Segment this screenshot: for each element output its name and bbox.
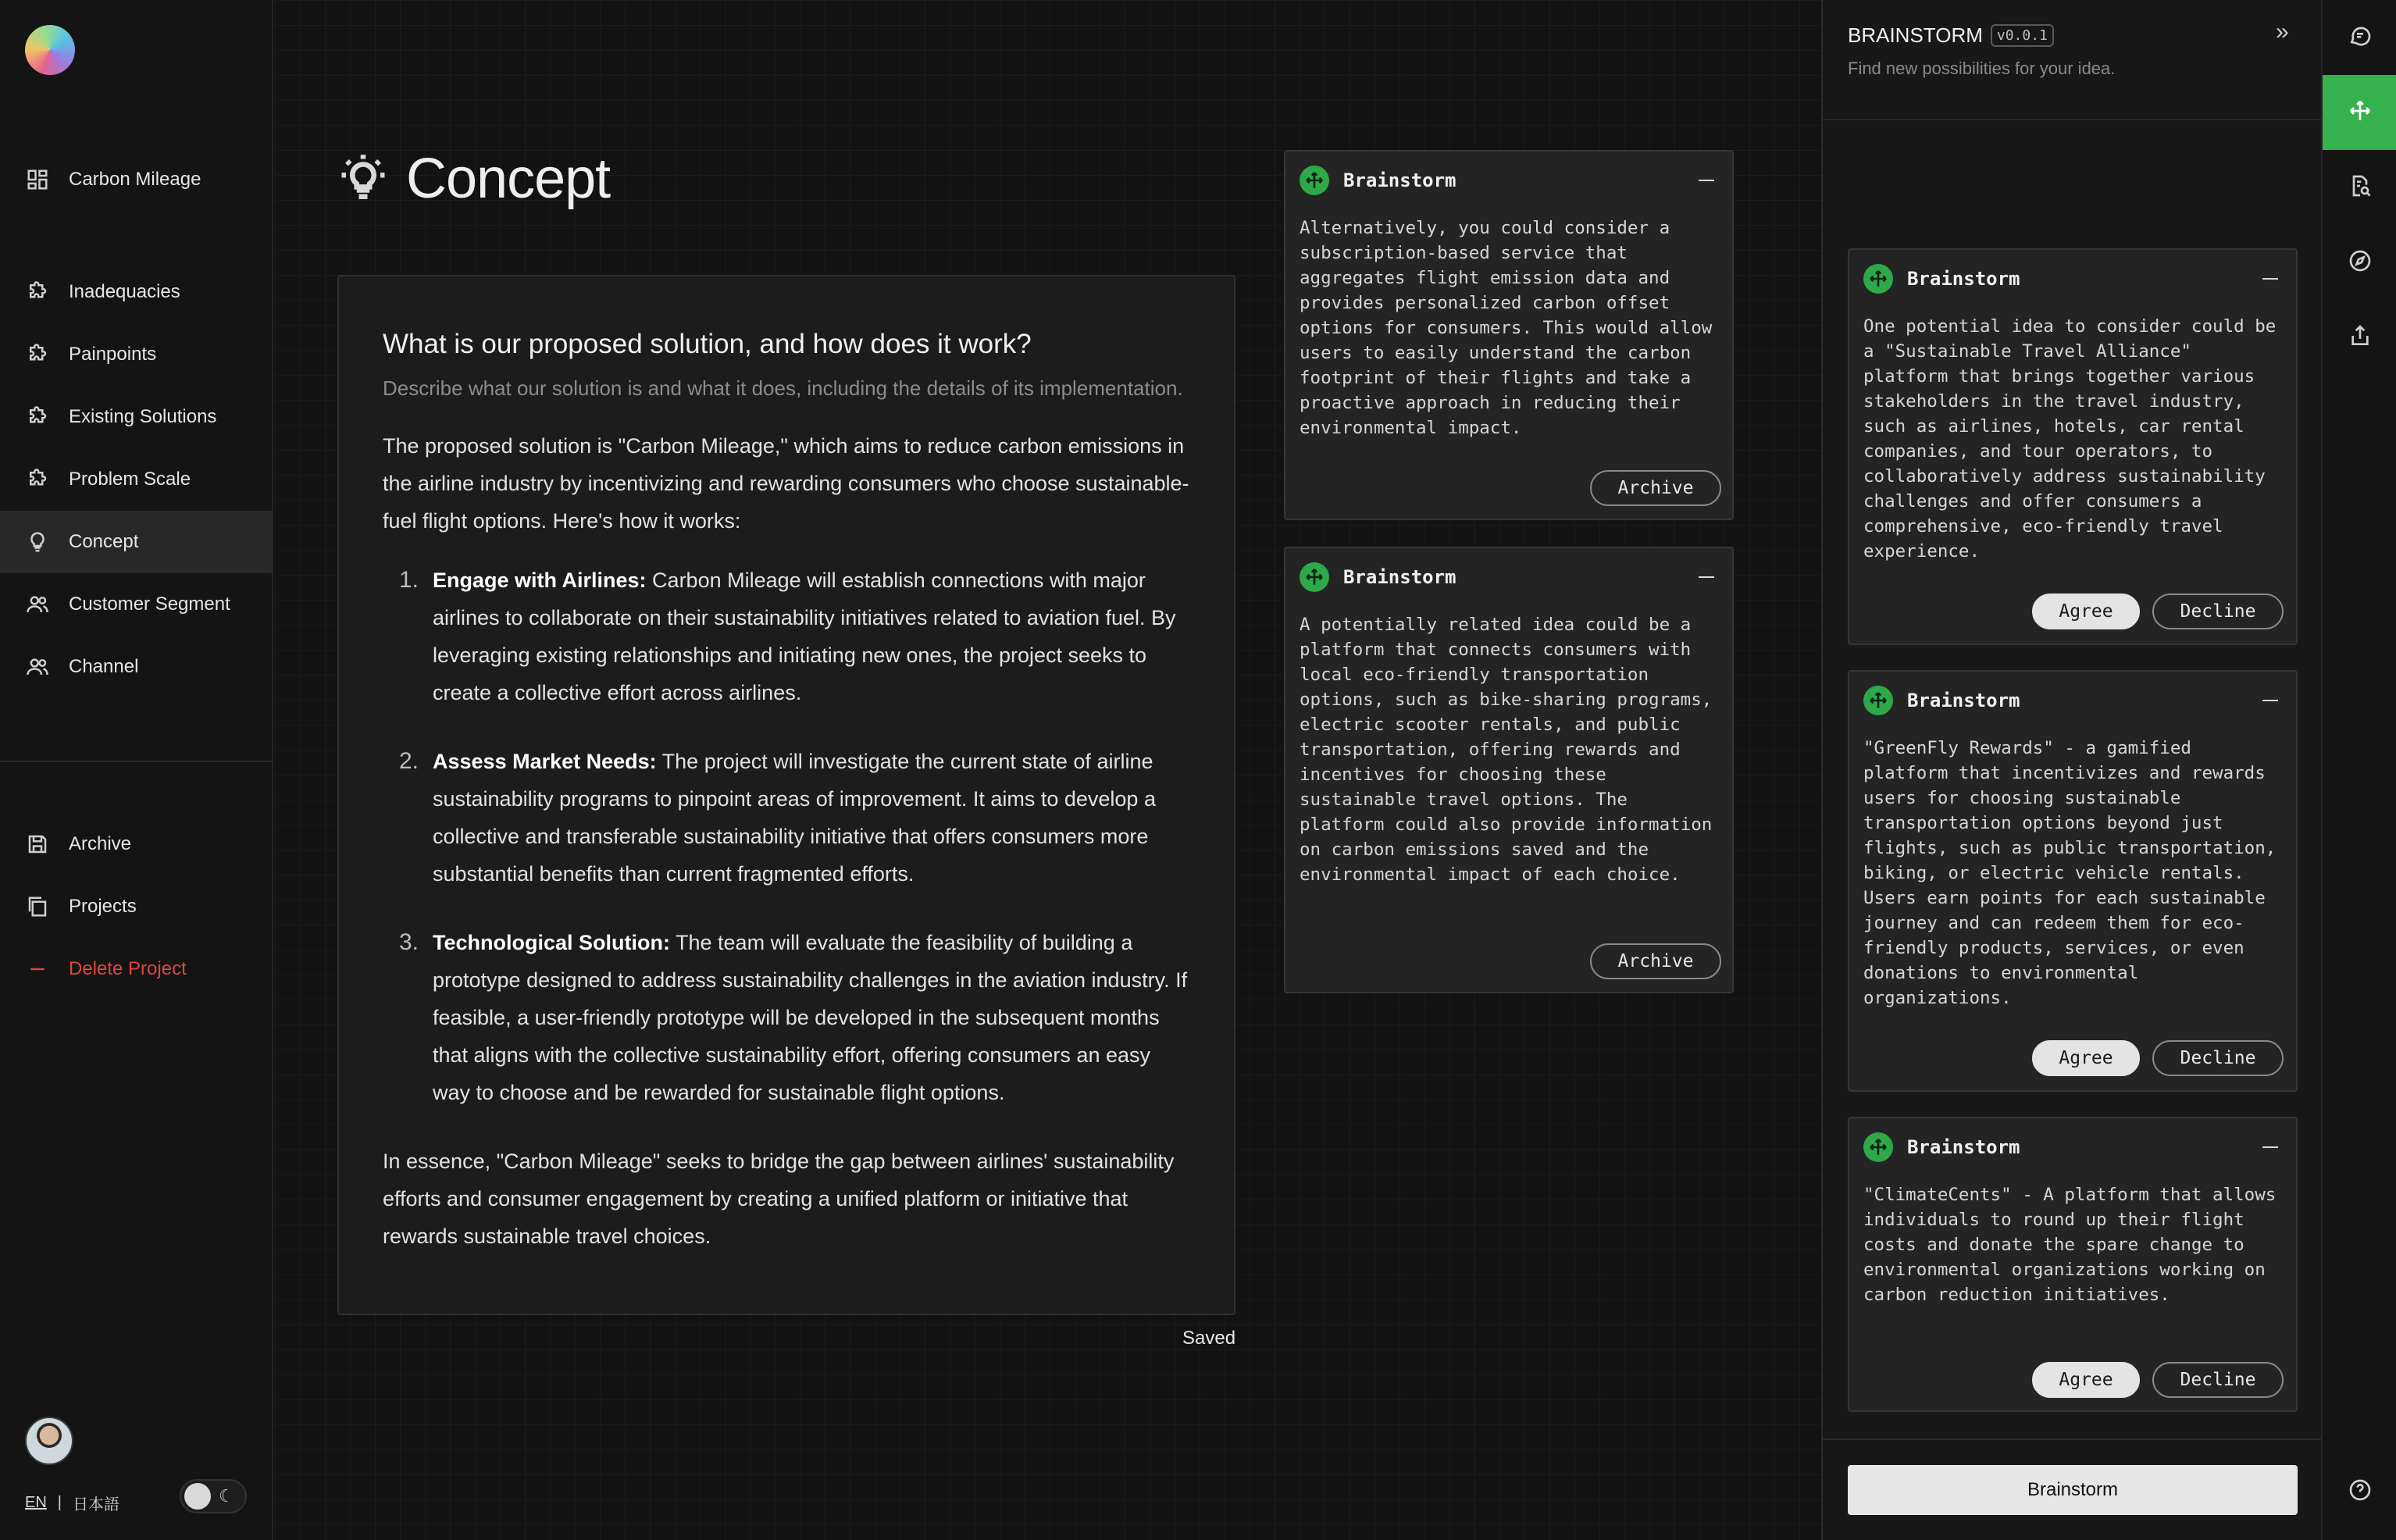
brainstorm-panel	[1821, 0, 2321, 1540]
sidebar-item-label: Problem Scale	[69, 469, 191, 490]
step-text: Carbon Mileage will establish connections with major airlines to collaborate on their sustainability initiatives related to aviation fuel. By leveraging existing relationships and initiating new ones, the project seeks to create a collective effort across airlines.	[433, 569, 1176, 704]
minimize-button[interactable]	[1698, 565, 1715, 589]
panel-divider	[1823, 119, 2323, 120]
decline-button[interactable]: Decline	[2152, 1362, 2284, 1398]
collapse-panel-icon[interactable]: »	[2276, 19, 2289, 45]
list-item	[383, 924, 1190, 1111]
card-text: One potential idea to consider could be a "Sustainable Travel Alliance" platform that brings together various stakeholders in the travel industry, such as airlines, hotels, car rental companies, and tour operators, to collaboratively address sustainability challenges and offer consumers a comprehensive, eco-friendly travel experience.	[1863, 316, 2277, 561]
step-text: The team will evaluate the feasibility of building a prototype designed to address sustainability challenges in the aviation industry. If feasible, a user-friendly prototype will be developed in the subsequent months that aligns with the collective sustainability effort, offering consumers an easy way to choose and be rewarded for sustainable flight options.	[433, 931, 1188, 1104]
card-title: Brainstorm	[1343, 566, 1456, 588]
list-item	[383, 561, 1190, 711]
brainstorm-tool-button[interactable]	[2323, 75, 2396, 150]
user-avatar[interactable]	[25, 1417, 73, 1465]
compass-icon	[2348, 248, 2373, 277]
sidebar-item-carbon-mileage[interactable]	[0, 148, 273, 211]
lang-separator: |	[57, 1494, 62, 1511]
lang-en-link[interactable]: EN	[25, 1494, 47, 1511]
answer-intro: The proposed solution is "Carbon Mileage," which aims to reduce carbon emissions in the airline industry by incentivizing and rewarding consumers who choose sustainable-fuel flight options. Here's how it works:	[383, 434, 1189, 533]
sidebar-item-label: Customer Segment	[69, 594, 230, 615]
sidebar-item-customer-segment[interactable]	[0, 573, 273, 636]
save-status: Saved	[1182, 1328, 1236, 1349]
lightbulb-icon	[337, 152, 389, 207]
chat-button[interactable]	[2323, 0, 2396, 75]
decline-button[interactable]: Decline	[2152, 594, 2284, 629]
agree-button[interactable]: Agree	[2032, 1362, 2140, 1398]
answer-outro: In essence, "Carbon Mileage" seeks to bridge the gap between airlines' sustainability efforts and consumer engagement by creating a unified platform or initiative that rewards sustainable travel choices.	[383, 1150, 1175, 1248]
sidebar-item-existing-solutions[interactable]	[0, 386, 273, 448]
save-icon	[25, 832, 50, 857]
card-title: Brainstorm	[1907, 690, 2020, 711]
question-hint: Describe what our solution is and what it does, including the details of its implementation.	[383, 376, 1183, 400]
page-title-text: Concept	[406, 148, 611, 210]
brainstorm-icon	[1863, 1132, 1893, 1162]
brainstorm-icon	[1300, 562, 1329, 592]
version-badge: v0.0.1	[1991, 24, 2054, 47]
sidebar-item-label: Concept	[69, 531, 139, 552]
concept-editor[interactable]	[337, 275, 1235, 1315]
brainstorm-button[interactable]: Brainstorm	[1848, 1465, 2298, 1515]
puzzle-icon	[25, 280, 50, 305]
card-text: "GreenFly Rewards" - a gamified platform that incentivizes and rewards users for choosing sustainable transportation options beyond just flights, such as public transportation, biking, or electric vehicle rentals. Users earn points for each sustainable journey and can redeem them for eco-friendly products, services, or even donations to environmental organizations.	[1863, 738, 2277, 1008]
brainstorm-card	[1848, 1117, 2298, 1412]
chat-icon	[2348, 23, 2373, 52]
card-title: Brainstorm	[1907, 268, 2020, 290]
panel-title-text: BRAINSTORM	[1848, 23, 1983, 47]
sidebar-item-label: Existing Solutions	[69, 406, 217, 427]
users-icon	[25, 592, 50, 617]
help-button[interactable]	[2323, 1454, 2396, 1529]
grid-icon	[25, 167, 50, 192]
step-number: 2.	[398, 748, 419, 774]
minimize-button[interactable]	[2262, 689, 2279, 712]
sidebar-item-label: Channel	[69, 656, 139, 677]
sidebar-item-painpoints[interactable]	[0, 323, 273, 386]
step-title: Technological Solution:	[433, 931, 670, 954]
tool-rail	[2321, 0, 2396, 1540]
archive-button[interactable]: Archive	[1590, 470, 1721, 506]
brainstorm-icon	[1863, 686, 1893, 715]
sidebar-item-label: Delete Project	[69, 958, 187, 979]
page-title	[337, 147, 610, 211]
brainstorm-card	[1284, 547, 1734, 993]
sidebar	[0, 0, 273, 1540]
brainstorm-card	[1848, 248, 2298, 645]
card-text: "ClimateCents" - A platform that allows individuals to round up their flight costs and donate the spare change to environmental organizations working on carbon reduction initiatives.	[1863, 1185, 2277, 1305]
card-title: Brainstorm	[1343, 169, 1456, 191]
document-search-icon	[2348, 173, 2373, 202]
sidebar-item-label: Projects	[69, 896, 137, 917]
agree-button[interactable]: Agree	[2032, 594, 2140, 629]
lightbulb-icon	[25, 529, 50, 554]
sidebar-item-label: Archive	[69, 833, 132, 854]
puzzle-icon	[25, 467, 50, 492]
step-number: 3.	[398, 929, 419, 955]
card-text: Alternatively, you could consider a subscription-based service that aggregates flight emission data and provides personalized carbon offset options for consumers. This would allow users to easily understand the carbon footprint of their flights and take a proactive approach in reducing their environmental impact.	[1300, 218, 1713, 438]
panel-title	[1848, 23, 2115, 48]
card-title: Brainstorm	[1907, 1136, 2020, 1158]
agree-button[interactable]: Agree	[2032, 1040, 2140, 1076]
app-logo[interactable]	[25, 25, 75, 75]
language-switcher	[25, 1492, 119, 1514]
minimize-button[interactable]	[2262, 1135, 2279, 1159]
decline-button[interactable]: Decline	[2152, 1040, 2284, 1076]
share-button[interactable]	[2323, 300, 2396, 375]
question-title: What is our proposed solution, and how does it work?	[383, 329, 1032, 359]
step-number: 1.	[398, 567, 419, 593]
minimize-button[interactable]	[2262, 267, 2279, 291]
brainstorm-card	[1284, 150, 1734, 520]
sidebar-item-label: Painpoints	[69, 344, 157, 365]
help-icon	[2348, 1478, 2373, 1506]
brainstorm-icon	[2348, 98, 2373, 127]
brainstorm-card	[1848, 670, 2298, 1092]
sidebar-item-projects[interactable]	[0, 875, 273, 938]
toggle-knob	[184, 1483, 211, 1510]
share-icon	[2348, 323, 2373, 352]
panel-footer-divider	[1823, 1438, 2323, 1440]
sidebar-item-archive[interactable]	[0, 813, 273, 875]
step-title: Engage with Airlines:	[433, 569, 647, 592]
sidebar-item-problem-scale[interactable]	[0, 448, 273, 511]
minus-icon	[25, 957, 50, 982]
brainstorm-icon	[1300, 166, 1329, 195]
panel-subtitle: Find new possibilities for your idea.	[1848, 59, 2116, 78]
step-text: The project will investigate the current state of airline sustainability programs to pinpoint areas of improvement. It aims to develop a collective and transferable sustainability initiative that offers consumers more substantial benefits than current fragmented efforts.	[433, 750, 1156, 886]
explore-button[interactable]	[2323, 225, 2396, 300]
sidebar-item-label: Inadequacies	[69, 281, 180, 302]
list-item	[383, 743, 1190, 893]
step-title: Assess Market Needs:	[433, 750, 657, 773]
brainstorm-icon	[1863, 264, 1893, 294]
moon-icon: ☾	[219, 1486, 234, 1506]
theme-toggle[interactable]	[180, 1479, 247, 1513]
sidebar-item-label: Carbon Mileage	[69, 169, 201, 190]
users-icon	[25, 654, 50, 679]
document-search-button[interactable]	[2323, 150, 2396, 225]
answer-steps	[383, 561, 1190, 1111]
sidebar-item-inadequacies[interactable]	[0, 261, 273, 323]
sidebar-item-concept[interactable]	[0, 511, 273, 573]
sidebar-item-channel[interactable]	[0, 636, 273, 698]
archive-button[interactable]: Archive	[1590, 943, 1721, 979]
lang-ja-link[interactable]: 日本語	[73, 1496, 119, 1513]
card-text: A potentially related idea could be a platform that connects consumers with local eco-friendly transportation options, such as bike-sharing programs, electric scooter rentals, and public transportation, offering rewards and incentives for choosing these sustainable travel options. The platform could also provide information on carbon emissions saved and the environmental impact of each choice.	[1300, 615, 1713, 885]
copy-icon	[25, 894, 50, 919]
puzzle-icon	[25, 342, 50, 367]
minimize-button[interactable]	[1698, 169, 1715, 192]
sidebar-divider	[0, 761, 273, 762]
main-content	[275, 0, 1821, 1540]
puzzle-icon	[25, 405, 50, 430]
delete-project-button[interactable]	[0, 938, 273, 1000]
